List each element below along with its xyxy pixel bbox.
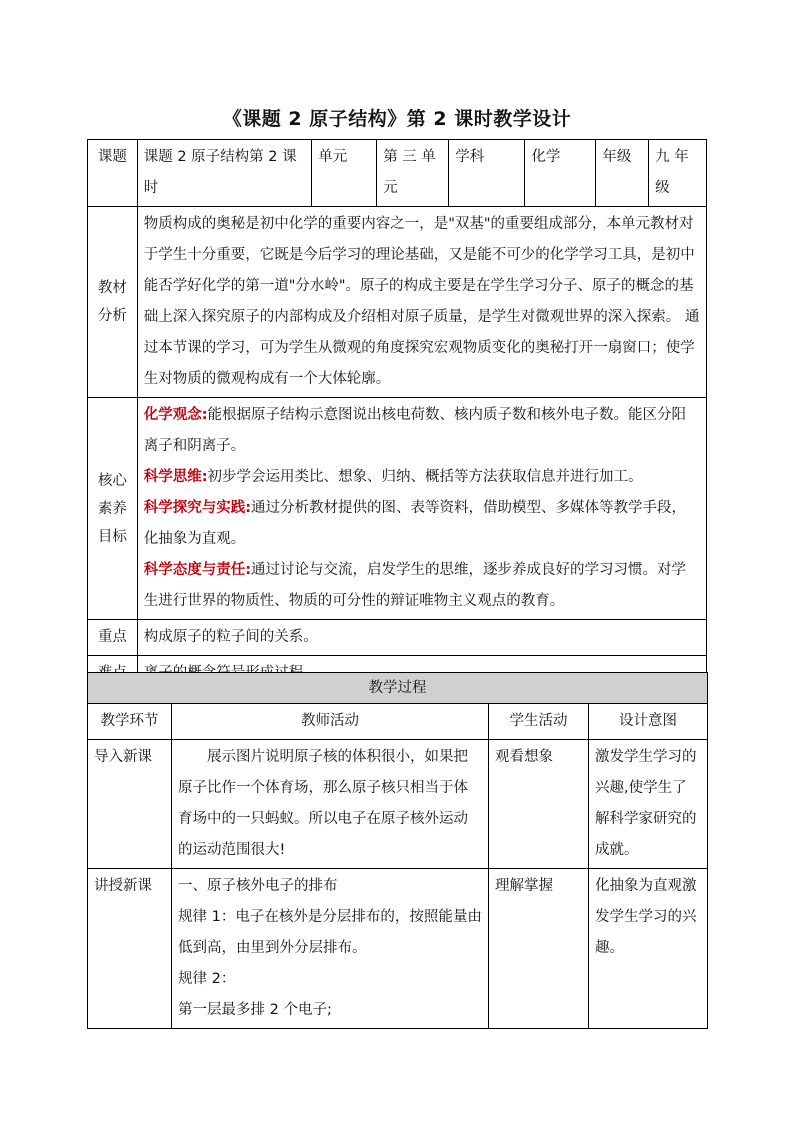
teacher-line: 规律 2： [178,971,236,987]
teacher-line: 一、原子核外电子的排布 [178,878,338,894]
student-activity: 观看想象 [489,740,589,869]
stage-cell: 导入新课 [88,740,172,869]
unit-value: 第 三 单 元 [377,140,449,207]
analysis-label-line: 教材 [97,280,127,296]
goal-text: 通过讨论与交流，启发学生的思维，逐步养成良好的学习习惯。对学生进行世界的物质性、物质的可分性的辩证唯物主义观点的教育。 [143,562,687,609]
analysis-row [88,207,707,398]
teacher-activity [172,869,489,1029]
grade-label: 年级 [596,140,649,207]
info-row [88,140,707,207]
goals-label-line: 目标 [97,528,127,545]
analysis-label [88,207,138,398]
goal-item [144,555,700,617]
goals-label-line: 核心 [97,472,127,489]
header-stage: 教学环节 [88,704,172,740]
analysis-label-line: 分析 [97,308,127,324]
teacher-line: 规律 1：电子在核外是分层排布的，按照能量由低到高，由里到外分层排布。 [178,909,482,956]
goal-item [144,400,700,462]
grade-value: 九 年 级 [649,140,707,207]
stage-cell: 讲授新课 [88,869,172,1029]
goal-heading: 科学态度与责任: [143,562,252,578]
teacher-line: 第一层最多排 2 个电子; [178,1002,332,1018]
key-point-text: 构成原子的粒子间的关系。 [137,620,706,656]
goal-text: 能根据原子结构示意图说出核电荷数、核内质子数和核外电子数。能区分阳离子和阴离子。 [143,407,687,454]
key-point-label: 重点 [88,620,138,656]
design-intent: 激发学生学习的兴趣,使学生了解科学家研究的成就。 [589,740,708,869]
goal-heading: 科学思维: [143,469,208,485]
goal-text: 通过分析教材提供的图、表等资料，借助模型、多媒体等教学手段，化抽象为直观。 [143,500,687,547]
topic-label: 课题 [88,140,138,207]
process-row-lecture [88,869,708,1029]
header-student: 学生活动 [489,704,589,740]
process-section-title: 教学过程 [88,673,708,704]
goals-content [137,398,706,620]
goal-heading: 科学探究与实践: [143,500,252,516]
process-section-row [88,673,708,704]
key-point-row [88,620,707,656]
analysis-text: 物质构成的奥秘是初中化学的重要内容之一，是"双基"的重要组成部分，本单元教材对于学生十分重要，它既是今后学习的理论基础，又是能不可少的化学学习工具，是初中能否学好化学的第一道"分水岭"。原子的构成主要是在学生学习分子、原子的概念的基础上深入探究原子的内部构成及介绍相对原子质量，是学生对微观世界的深入探索。 通过本节课的学习，可为学生从微观的角度探究宏观物质变化的奥秘打开一扇窗口；使学生对物质的微观构成有一个大体轮廓。 [137,207,706,398]
header-teacher: 教师活动 [172,704,489,740]
process-header-row [88,704,708,740]
header-intent: 设计意图 [589,704,708,740]
student-activity: 理解掌握 [489,869,589,1029]
subject-label: 学科 [449,140,525,207]
design-intent: 化抽象为直观激发学生学习的兴趣。 [589,869,708,1029]
lesson-info-table [87,139,707,692]
process-row-intro [88,740,708,869]
teacher-activity: 展示图片说明原子核的体积很小，如果把原子比作一个体育场，那么原子核只相当于体育场中的一只蚂蚁。所以电子在原子核外运动的运动范围很大! [172,740,489,869]
goals-label [88,398,138,620]
teaching-process-table [87,672,708,1029]
page-title: 《课题 2 原子结构》第 2 课时教学设计 [222,108,572,130]
goals-row [88,398,707,620]
unit-label: 单元 [312,140,377,207]
subject-value: 化学 [525,140,596,207]
goals-label-line: 素养 [97,500,127,517]
goal-item [144,462,700,493]
goal-heading: 化学观念: [143,407,208,423]
goal-text: 初步学会运用类比、想象、归纳、概括等方法获取信息并进行加工。 [207,469,643,485]
topic-value: 课题 2 原子结构第 2 课时 [137,140,312,207]
goal-item [144,493,700,555]
